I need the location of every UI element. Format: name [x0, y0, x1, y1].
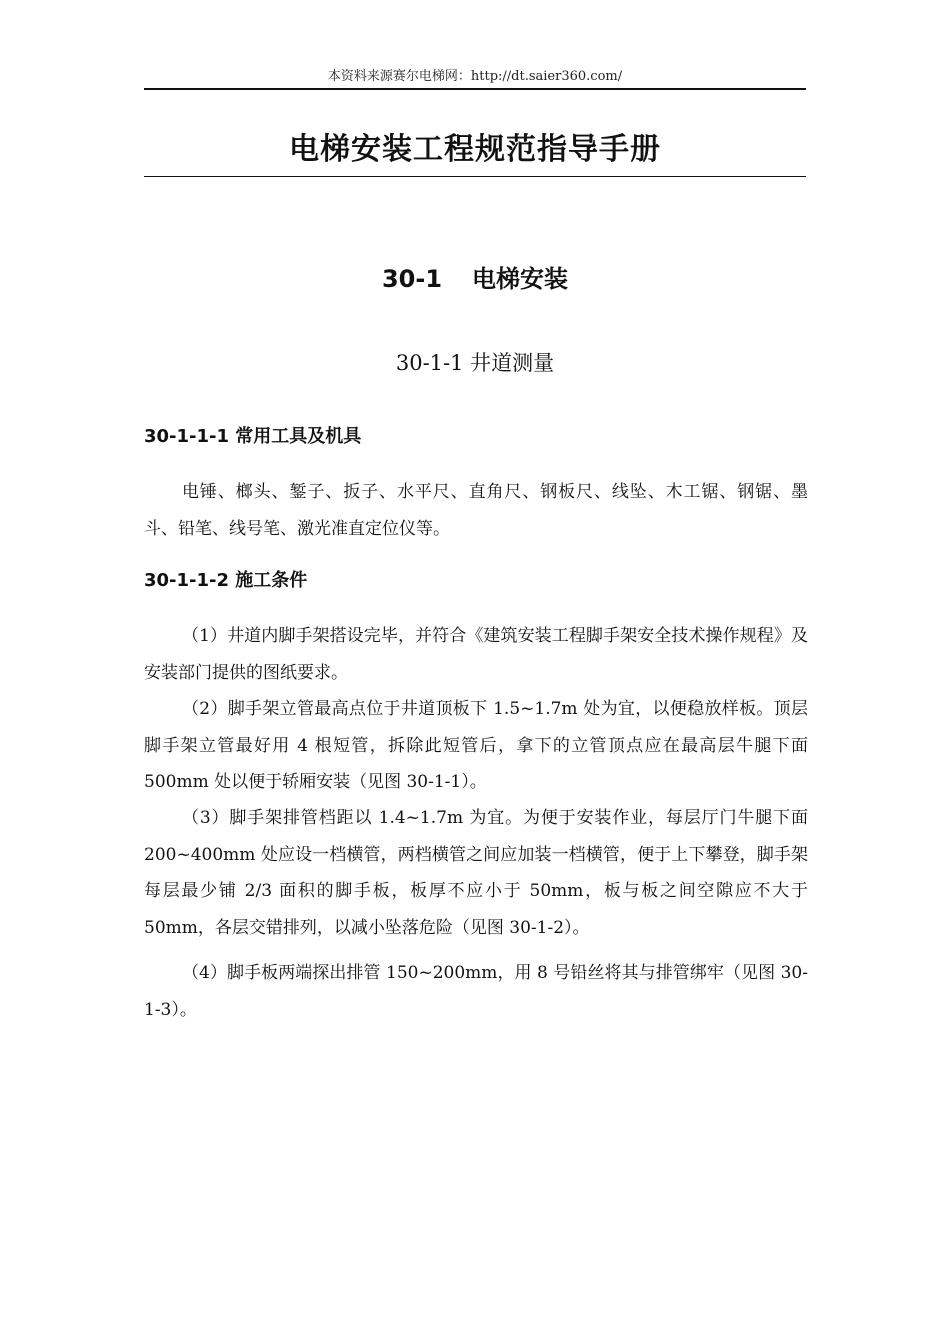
condition-item-1: （1）井道内脚手架搭设完毕，并符合《建筑安装工程脚手架安全技术操作规程》及安装部门提供的图纸要求。	[144, 626, 808, 683]
subsection-heading: 30-1-1 井道测量	[395, 351, 555, 375]
conditions-heading: 30-1-1-2 施工条件	[144, 570, 308, 591]
section-number: 30-1	[381, 265, 443, 293]
condition-item-2: （2）脚手架立管最高点位于井道顶板下 1.5~1.7m 处为宜，以便稳放样板。顶层脚手架立管最好用 4 根短管，拆除此短管后，拿下的立管顶点应在最高层牛腿下面 500mm 处以便于轿厢安装（见图 30-1-1）。	[144, 699, 808, 792]
section-heading	[144, 262, 806, 296]
condition-item-3: （3）脚手架排管档距以 1.4~1.7m 为宜。为便于安装作业，每层厅门牛腿下面 200~400mm 处应设一档横管，两档横管之间应加装一档横管，便于上下攀登，脚手架每层最少铺 2/3 面积的脚手板，板厚不应小于 50mm，板与板之间空隙应不大于 50mm，各层交错排列，以减小坠落危险（见图 30-1-2）。	[144, 808, 808, 938]
tools-paragraph: 电锤、榔头、錾子、扳子、水平尺、直角尺、钢板尺、线坠、木工锯、钢锯、墨斗、铅笔、线号笔、激光准直定位仪等。	[144, 482, 808, 539]
header-divider	[144, 88, 806, 90]
tools-heading: 30-1-1-1 常用工具及机具	[144, 426, 362, 447]
section-title: 电梯安装	[472, 265, 569, 293]
condition-item-4: （4）脚手板两端探出排管 150~200mm，用 8 号铅丝将其与排管绑牢（见图 30-1-3）。	[144, 963, 808, 1020]
title-divider	[144, 176, 806, 177]
page-header-source: 本资料来源赛尔电梯网：http://dt.saier360.com/	[327, 69, 623, 84]
document-title: 电梯安装工程规范指导手册	[289, 132, 661, 167]
